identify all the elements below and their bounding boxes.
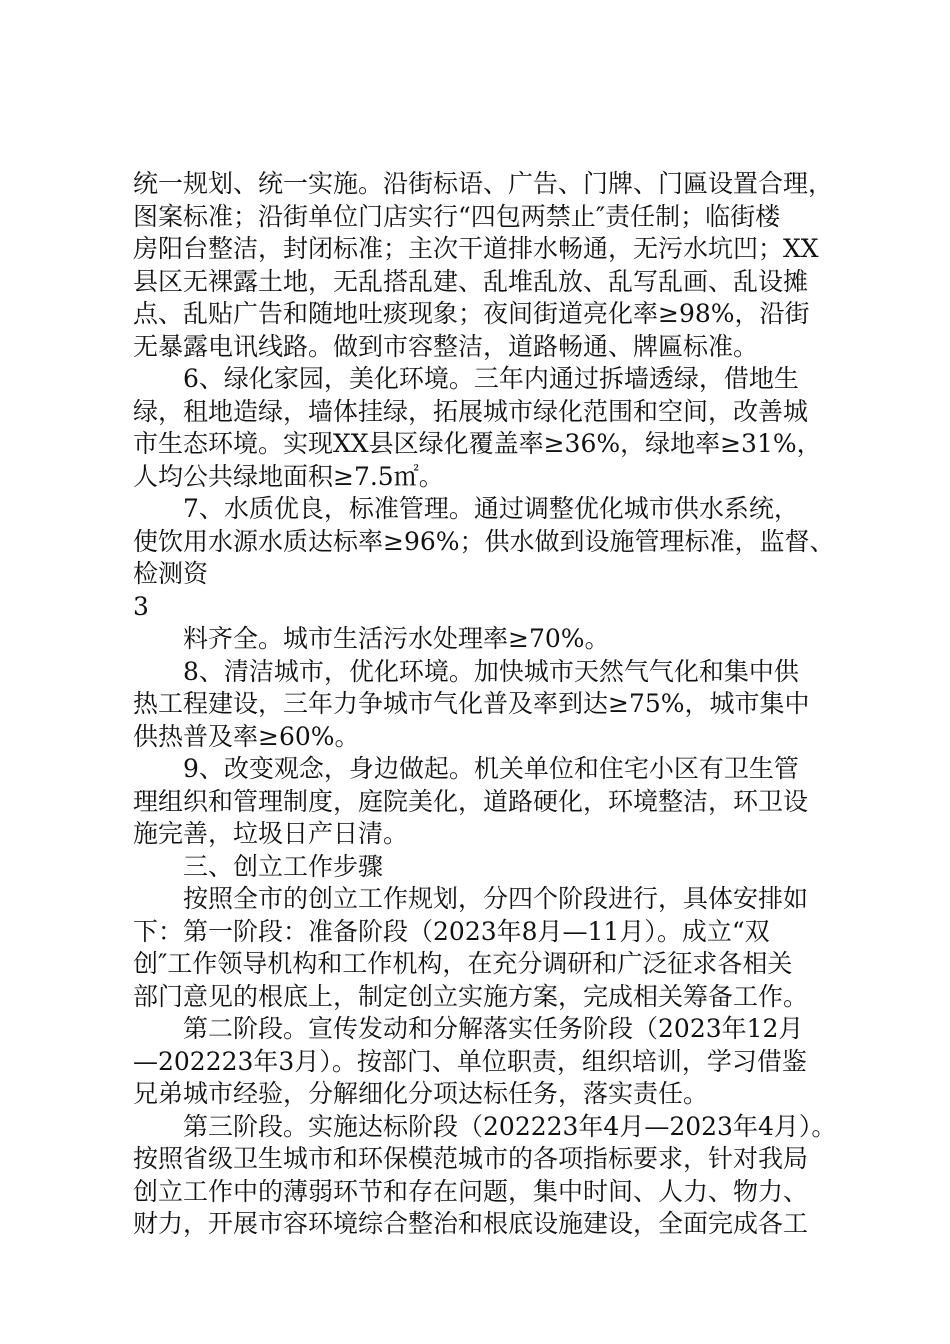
text-line: 兄弟城市经验，分解细化分项达标任务，落实责任。 (133, 1079, 709, 1108)
text-line: 第三阶段。实施达标阶段（202223年4月—2023年4月）。 (183, 1111, 837, 1141)
page-number: 3 (133, 591, 149, 621)
text-line: 县区无裸露土地，无乱搭乱建、乱堆乱放、乱写乱画、乱设摊 (133, 266, 809, 296)
text-line: 8、清洁城市，优化环境。加快城市天然气气化和集中供 (183, 656, 799, 686)
text-line: 供热普及率≥60%。 (133, 721, 360, 751)
text-line: 无暴露电讯线路。做到市容整洁，道路畅通、牌匾标准。 (133, 331, 759, 361)
text-line: 统一规划、统一实施。沿街标语、广告、门牌、门匾设置合理， (133, 169, 834, 198)
text-line: 7、水质优良，标准管理。通过调整优化城市供水系统， (183, 494, 799, 523)
text-line: 财力，开展市容环境综合整治和根底设施建设，全面完成各工 (133, 1209, 809, 1238)
text-line: 人均公共绿地面积≥7.5㎡。 (133, 461, 444, 491)
text-line: 6、绿化家园，美化环境。三年内通过拆墙透绿，借地生 (183, 364, 799, 393)
text-line: 市生态环境。实现XX县区绿化覆盖率≥36%，绿地率≥31%， (133, 429, 822, 458)
text-line: 按照全市的创立工作规划，分四个阶段进行，具体安排如 (183, 884, 809, 913)
text-line: 施完善，垃圾日产日清。 (133, 819, 409, 848)
text-line: 下：第一阶段：准备阶段（2023年8月—11月）。成立“双 (133, 916, 770, 946)
text-line: —202223年3月）。按部门、单位职责，组织培训，学习借鉴 (133, 1046, 807, 1076)
text-line: 创立工作中的薄弱环节和存在问题，集中时间、人力、物力、 (133, 1176, 809, 1206)
text-line: 料齐全。城市生活污水处理率≥70%。 (183, 624, 610, 653)
text-line: 图案标准；沿街单位门店实行“四包两禁止″责任制；临街楼 (133, 201, 781, 231)
text-line: 部门意见的根底上，制定创立实施方案，完成相关筹备工作。 (133, 981, 809, 1011)
text-line: 点、乱贴广告和随地吐痰现象；夜间街道亮化率≥98%，沿街 (133, 299, 810, 328)
text-line: 使饮用水源水质达标率≥96%；供水做到设施管理标准，监督、 (133, 526, 835, 556)
text-line: 绿，租地造绿，墙体挂绿，拓展城市绿化范围和空间，改善城 (133, 396, 809, 426)
text-line: 理组织和管理制度，庭院美化，道路硬化，环境整洁，环卫设 (133, 786, 809, 816)
text-line: 检测资 (133, 559, 209, 588)
text-line: 热工程建设，三年力争城市气化普及率到达≥75%，城市集中 (133, 689, 810, 718)
document-body (133, 168, 837, 1241)
text-line: 9、改变观念，身边做起。机关单位和住宅小区有卫生管 (183, 754, 799, 783)
text-line: 房阳台整洁，封闭标准；主次干道排水畅通，无污水坑凹；XX (133, 234, 819, 263)
text-line: 三、创立工作步骤 (183, 851, 384, 881)
text-line: 创″工作领导机构和工作机构，在充分调研和广泛征求各相关 (133, 949, 793, 978)
text-line: 第二阶段。宣传发动和分解落实任务阶段（2023年12月 (183, 1014, 804, 1043)
text-line: 按照省级卫生城市和环保模范城市的各项指标要求，针对我局 (133, 1144, 809, 1173)
